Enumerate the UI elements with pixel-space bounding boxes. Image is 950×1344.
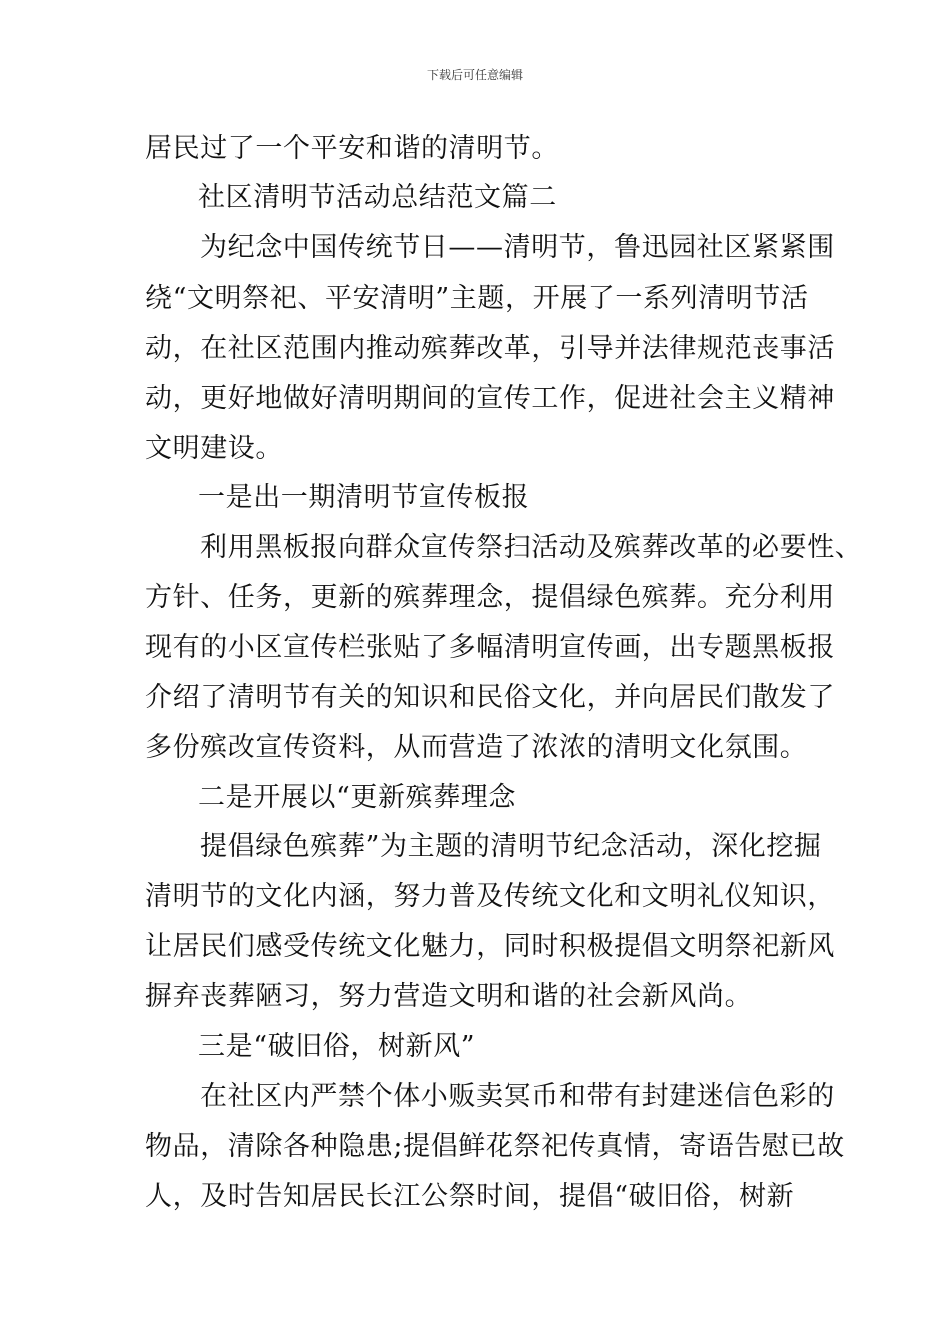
paragraph-line: 方针、任务，更新的殡葬理念，提倡绿色殡葬。充分利用 (145, 582, 835, 613)
paragraph-line: 文明建设。 (145, 433, 283, 464)
section-heading: 社区清明节活动总结范文篇二 (198, 182, 557, 213)
paragraph-line: 让居民们感受传统文化魅力，同时积极提倡文明祭祀新风 (145, 931, 835, 962)
paragraph-line: 利用黑板报向群众宣传祭扫活动及殡葬改革的必要性、 (200, 532, 863, 563)
subheading: 三是“破旧俗，树新风” (198, 1031, 476, 1062)
paragraph-line: 在社区内严禁个体小贩卖冥币和带有封建迷信色彩的 (200, 1081, 835, 1112)
header-note: 下载后可任意编辑 (426, 68, 523, 82)
paragraph-line: 人，及时告知居民长江公祭时间，提倡“破旧俗，树新 (145, 1181, 795, 1212)
subheading: 一是出一期清明节宣传板报 (198, 482, 530, 513)
paragraph-line: 绕“文明祭祀、平安清明”主题，开展了一系列清明节活 (145, 283, 809, 314)
paragraph-line: 现有的小区宣传栏张贴了多幅清明宣传画，出专题黑板报 (145, 632, 835, 663)
paragraph-line: 摒弃丧葬陋习，努力营造文明和谐的社会新风尚。 (145, 981, 753, 1012)
paragraph-line: 居民过了一个平安和谐的清明节。 (145, 133, 559, 164)
paragraph-line: 为纪念中国传统节日——清明节，鲁迅园社区紧紧围 (200, 232, 835, 263)
paragraph-line: 物品，清除各种隐患;提倡鲜花祭祀传真情，寄语告慰已故 (145, 1131, 845, 1162)
paragraph-line: 清明节的文化内涵，努力普及传统文化和文明礼仪知识， (145, 881, 835, 912)
paragraph-line: 动，更好地做好清明期间的宣传工作，促进社会主义精神 (145, 383, 835, 414)
paragraph-line: 动，在社区范围内推动殡葬改革，引导并法律规范丧事活 (145, 333, 835, 364)
paragraph-line: 提倡绿色殡葬”为主题的清明节纪念活动，深化挖掘 (200, 831, 822, 862)
paragraph-line: 介绍了清明节有关的知识和民俗文化，并向居民们散发了 (145, 682, 835, 713)
paragraph-line: 多份殡改宣传资料，从而营造了浓浓的清明文化氛围。 (145, 732, 808, 763)
subheading: 二是开展以“更新殡葬理念 (198, 782, 517, 813)
